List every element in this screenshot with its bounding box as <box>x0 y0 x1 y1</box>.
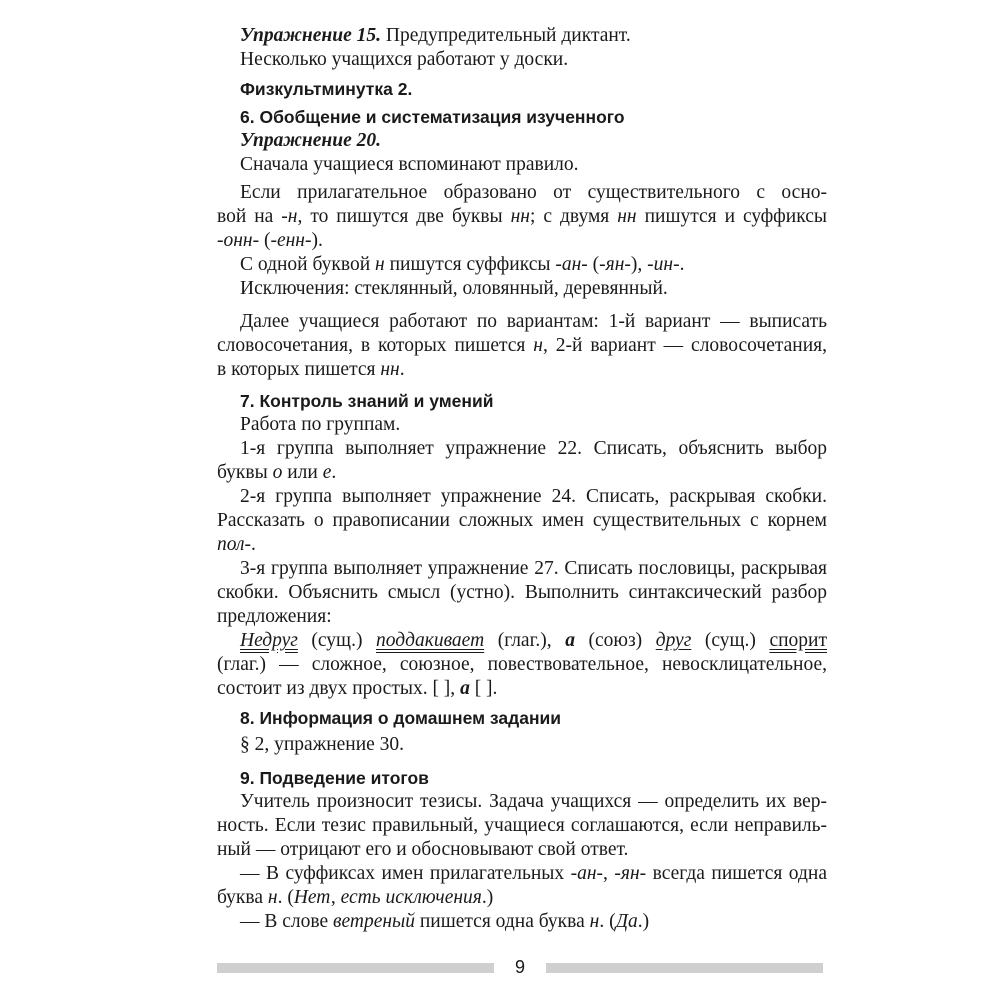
thesis-line: буква н. (Нет, есть исключения.) <box>217 887 494 908</box>
text-line: буквы о или е. <box>217 462 337 483</box>
heading-section-8: 8. Информация о домашнем задании <box>240 708 562 728</box>
subject-word: Недруг <box>240 630 298 651</box>
conjunction-word: а <box>565 630 575 651</box>
text-line: Работа по группам. <box>240 414 401 435</box>
footer-bar-left <box>217 963 494 973</box>
text-line: Учитель произносит тезисы. Задача учащихся — определить их вер- <box>240 791 827 812</box>
heading-section-6: 6. Обобщение и систематизация изученного <box>240 107 625 127</box>
text-line: § 2, упражнение 30. <box>240 734 405 755</box>
predicate-word: спорит <box>769 630 828 651</box>
rule-line: Если прилагательное образовано от существительного с осно- <box>240 182 827 203</box>
text-line: 2-я группа выполняет упражнение 24. Списать, раскрывая скобки. <box>240 486 827 507</box>
text-line: пол-. <box>217 534 256 555</box>
text-line: Рассказать о правописании сложных имен существительных с корнем <box>217 510 827 531</box>
page-number: 9 <box>514 957 525 977</box>
text-line: предложения: <box>217 606 332 627</box>
heading-section-9: 9. Подведение итогов <box>240 768 429 788</box>
heading-fizkultminutka: Физкультминутка 2. <box>240 79 413 99</box>
text-line: Сначала учащиеся вспоминают правило. <box>240 154 579 175</box>
text-line: 3-я группа выполняет упражнение 27. Списать пословицы, раскрывая <box>240 558 827 579</box>
sentence-parse-line: Недруг (сущ.) поддакивает (глаг.), а (союз) друг (сущ.) спорит <box>240 630 828 651</box>
exercise-20-label: Упражнение 20. <box>240 130 381 151</box>
text-line: ность. Если тезис правильный, учащиеся соглашаются, если неправиль- <box>217 815 827 836</box>
text-line: Далее учащиеся работают по вариантам: 1-й вариант — выписать <box>240 311 827 332</box>
sentence-scheme-line: состоит из двух простых. [ ], а [ ]. <box>217 678 498 699</box>
footer-bar-right <box>546 963 823 973</box>
rule-line: вой на -н, то пишутся две буквы нн; с двумя нн пишутся и суффиксы <box>217 206 827 227</box>
predicate-word: поддакивает <box>376 630 485 651</box>
rule-line: С одной буквой н пишутся суффиксы -ан- (-ян-), -ин-. <box>240 254 685 275</box>
thesis-line: — В суффиксах имен прилагательных -ан-, -ян- всегда пишется одна <box>240 863 828 884</box>
text-line: 1-я группа выполняет упражнение 22. Списать, объяснить выбор <box>240 438 827 459</box>
exercise-15-line: Упражнение 15. Предупредительный диктант. <box>240 25 631 46</box>
thesis-line: — В слове ветреный пишется одна буква н. (Да.) <box>240 911 650 932</box>
subject-word: друг <box>655 630 692 651</box>
heading-section-7: 7. Контроль знаний и умений <box>240 391 494 411</box>
rule-line: -онн- (-енн-). <box>217 230 323 251</box>
text-line: Несколько учащихся работают у доски. <box>240 49 569 70</box>
text-line: Исключения: стеклянный, оловянный, деревянный. <box>240 278 668 299</box>
text-line: скобки. Объяснить смысл (устно). Выполнить синтаксический разбор <box>217 582 827 603</box>
text-line: ный — отрицают его и обосновывают свой ответ. <box>217 839 629 860</box>
text-line: (глаг.) — сложное, союзное, повествовательное, невосклицательное, <box>217 654 827 675</box>
text-line: в которых пишется нн. <box>217 359 405 380</box>
text-line: словосочетания, в которых пишется н, 2-й вариант — словосочетания, <box>217 335 827 356</box>
